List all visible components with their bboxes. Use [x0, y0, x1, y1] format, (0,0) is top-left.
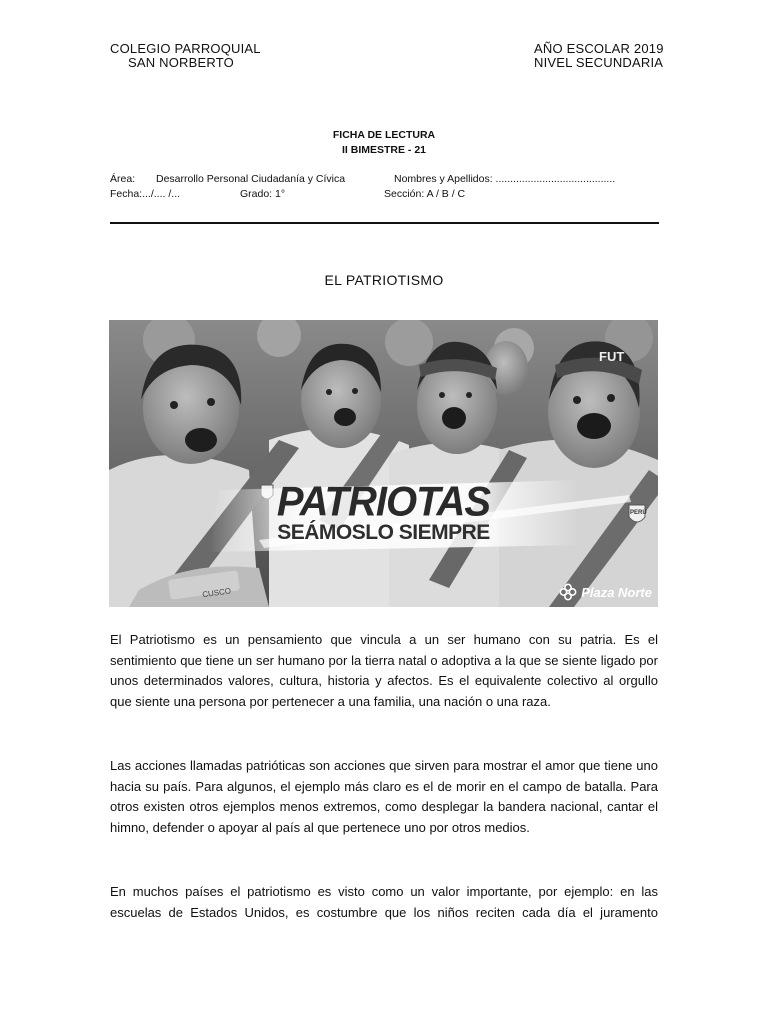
document-title: EL PATRIOTISMO	[324, 272, 444, 288]
shirt-badge-text: PERU	[630, 510, 647, 516]
name-field: Nombres y Apellidos: .........................................	[394, 173, 616, 185]
area-label: Área:	[110, 173, 136, 185]
paragraph-3: En muchos países el patriotismo es visto como un valor importante, por ejemplo: en las escuelas de Estados Unidos, es costumbre que los niños reciten cada día el juramento	[110, 884, 658, 920]
patriotas-photo	[109, 320, 658, 607]
headband-text: FUT	[599, 349, 625, 364]
headline-seamoslo: SEÁMOSLO SIEMPRE	[277, 521, 490, 544]
header-divider	[110, 222, 659, 224]
school-line-1: COLEGIO PARROQUIAL	[110, 41, 261, 56]
photo-illustration	[109, 320, 658, 607]
plaza-norte-logo	[559, 583, 652, 601]
headline-patriotas: PATRIOTAS	[276, 478, 491, 526]
date-field: Fecha:.../.... /...	[110, 188, 181, 200]
paragraph-1: El Patriotismo es un pensamiento que vincula a un ser humano con su patria. Es el sentimiento que tiene un ser humano por la tierra natal o adoptiva a la que se siente ligado por unos determinados valores, cultura, historia y afectos. Es el equivalente colectivo al orgullo que siente una persona por pertenecer a una familia, una nación o una raza.	[110, 632, 658, 709]
photo-headline	[109, 478, 658, 544]
section-field: Sección: A / B / C	[384, 188, 466, 200]
grade-field: Grado: 1°	[240, 188, 286, 200]
brand-name: Plaza Norte	[581, 584, 652, 600]
area-value: Desarrollo Personal Ciudadanía y Cívica	[156, 173, 346, 185]
sign-text: CUSCO	[201, 586, 232, 600]
school-name	[110, 42, 261, 70]
school-line-2: SAN NORBERTO	[128, 55, 234, 70]
school-year: AÑO ESCOLAR 2019	[534, 41, 664, 56]
sheet-subtitle: II BIMESTRE - 21	[341, 144, 426, 156]
paragraph-2: Las acciones llamadas patrióticas son acciones que sirven para mostrar el amor que tiene uno hacia su país. Para algunos, el ejemplo más claro es el de morir en el campo de batalla. Para otros existen otros ejemplos menos extremos, como desplegar la bandera nacional, cantar el himno, defender o apoyar al país al que pertenece uno por otros medios.	[110, 758, 658, 835]
sheet-title: FICHA DE LECTURA	[332, 129, 436, 141]
school-level: NIVEL SECUNDARIA	[534, 55, 664, 70]
sheet-heading	[0, 128, 768, 158]
school-year-block	[534, 42, 664, 70]
flower-icon	[559, 583, 577, 601]
